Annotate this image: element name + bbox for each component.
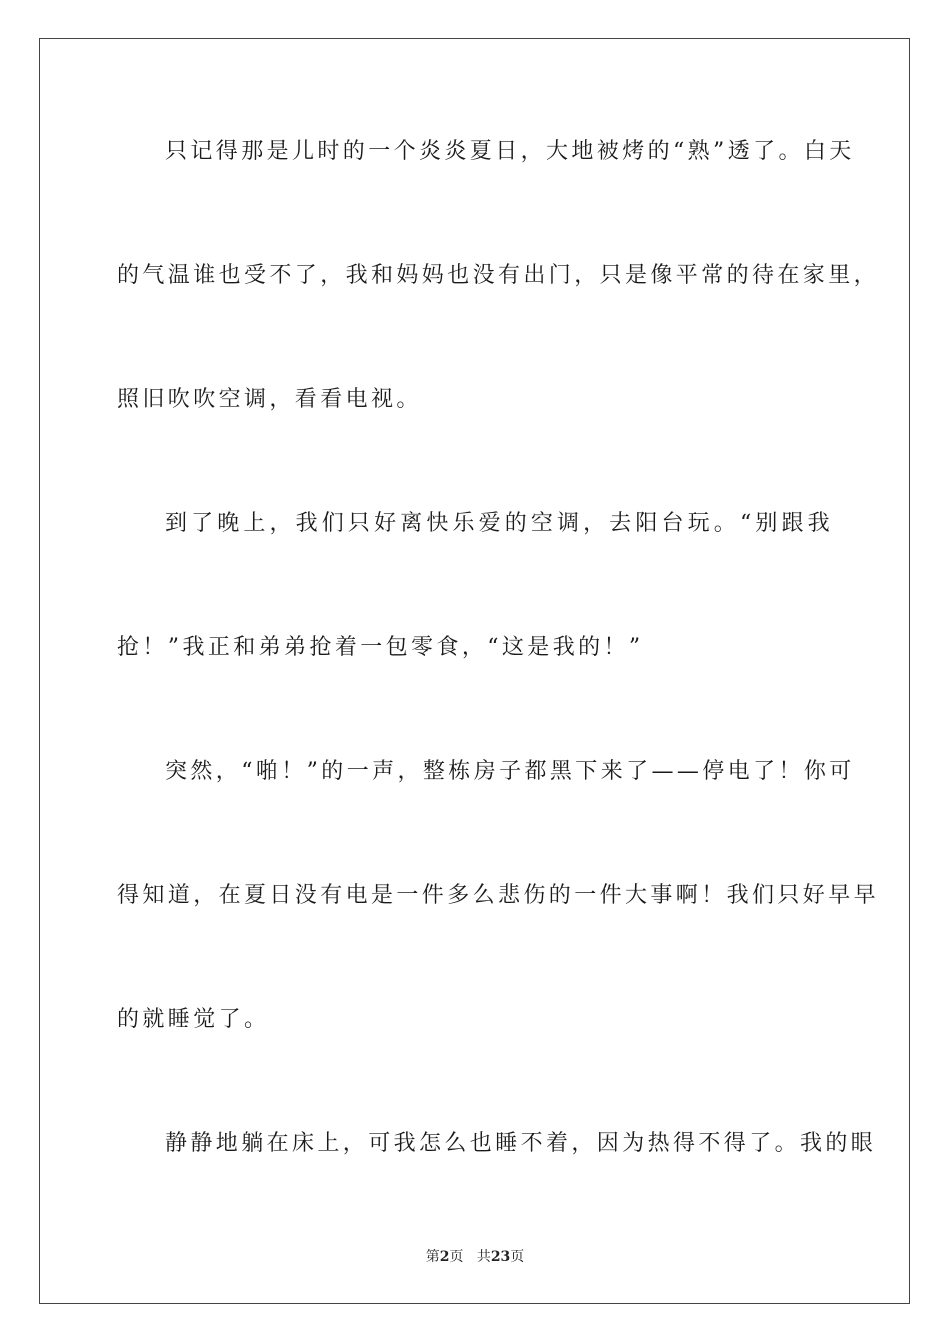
- footer-page-number: 2: [439, 1249, 450, 1265]
- footer-total-suffix: 页: [510, 1249, 525, 1265]
- footer-page-suffix: 页: [449, 1249, 464, 1265]
- page-border: [39, 38, 910, 1304]
- paragraph-2-line-1: 到了晚上，我们只好离快乐爱的空调，去阳台玩。“别跟我: [165, 511, 833, 536]
- footer-total-prefix: 共: [476, 1249, 491, 1265]
- footer-page-prefix: 第: [425, 1249, 440, 1265]
- paragraph-3-line-1: 突然，“啪！”的一声，整栋房子都黑下来了——停电了！你可: [165, 759, 855, 784]
- footer-total-pages: 23: [490, 1249, 511, 1265]
- paragraph-3-line-3: 的就睡觉了。: [117, 1007, 270, 1032]
- paragraph-2-line-2: 抢！”我正和弟弟抢着一包零食，“这是我的！”: [117, 635, 644, 660]
- page-footer: [0, 1248, 950, 1266]
- paragraph-1-line-3: 照旧吹吹空调，看看电视。: [117, 387, 422, 412]
- paragraph-3-line-2: 得知道，在夏日没有电是一件多么悲伤的一件大事啊！我们只好早早: [117, 883, 880, 908]
- paragraph-1-line-2: 的气温谁也受不了，我和妈妈也没有出门，只是像平常的待在家里，: [117, 263, 880, 288]
- paragraph-1-line-1: 只记得那是儿时的一个炎炎夏日，大地被烤的“熟”透了。白天: [165, 139, 855, 164]
- paragraph-4-line-1: 静静地躺在床上，可我怎么也睡不着，因为热得不得了。我的眼: [165, 1131, 877, 1156]
